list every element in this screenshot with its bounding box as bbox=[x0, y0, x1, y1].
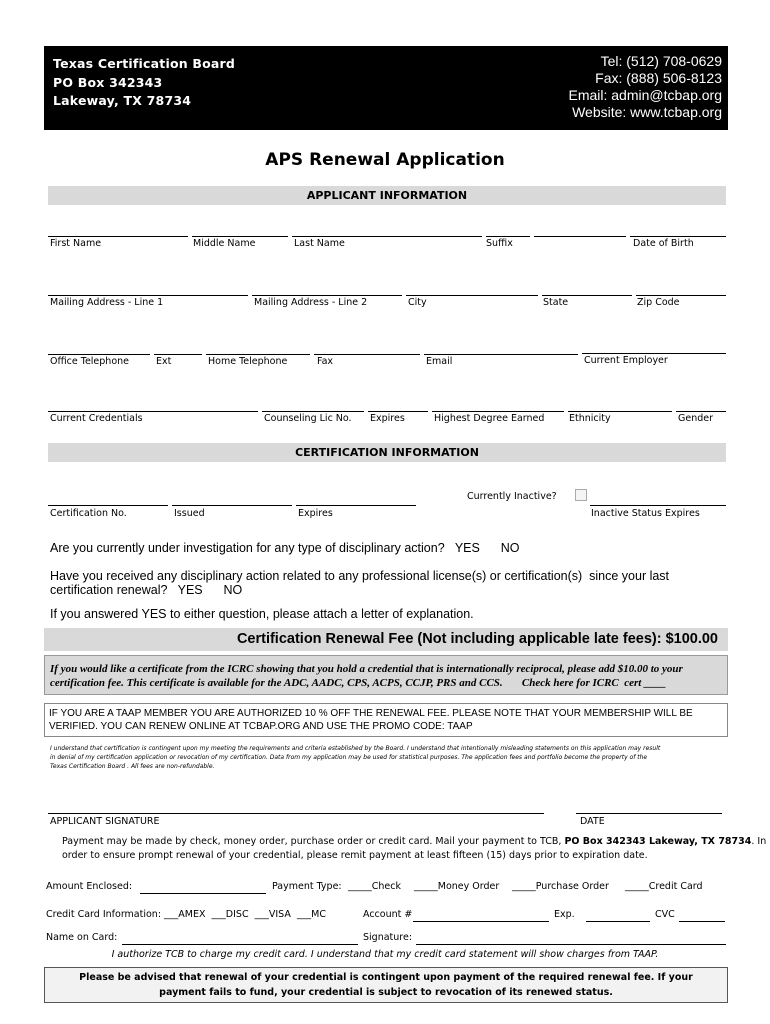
header-block bbox=[44, 46, 728, 130]
exp-field[interactable] bbox=[586, 921, 650, 922]
email: Email: admin@tcbap.org bbox=[568, 87, 722, 103]
fax-label: Fax bbox=[317, 356, 334, 367]
state-field[interactable] bbox=[542, 295, 632, 296]
payment-note-end: . In bbox=[751, 836, 767, 847]
amount-label: Amount Enclosed: bbox=[46, 881, 133, 892]
taap-line2: VERIFIED. YOU CAN RENEW ONLINE AT TCBAP.ORG AND USE THE PROMO CODE: TAAP bbox=[49, 721, 473, 732]
fine-print-line2: in denial of my certification application or revocation of my certification. Data from my application may be used for statistical purposes. The application fees and portfolio become the property of the bbox=[50, 754, 648, 761]
contact-info bbox=[568, 53, 722, 121]
ext-field[interactable] bbox=[154, 354, 202, 355]
email-field[interactable] bbox=[424, 354, 578, 355]
credit-card-option[interactable]: _____Credit Card bbox=[625, 881, 703, 892]
name-on-card-field[interactable] bbox=[122, 944, 358, 945]
degree-label: Highest Degree Earned bbox=[434, 413, 545, 424]
address2-field[interactable] bbox=[252, 295, 402, 296]
taap-box bbox=[44, 703, 728, 737]
account-field[interactable] bbox=[413, 921, 549, 922]
authorization-statement: I authorize TCB to charge my credit card. I understand that my credit card statement will show charges from TAAP. bbox=[111, 949, 659, 960]
cert-no-field[interactable] bbox=[48, 505, 168, 506]
check-option[interactable]: _____Check bbox=[348, 881, 401, 892]
cert-expires-label: Expires bbox=[298, 508, 333, 519]
zip-label: Zip Code bbox=[637, 297, 680, 308]
middle-name-field[interactable] bbox=[192, 236, 288, 237]
payment-note-line1 bbox=[62, 836, 766, 847]
home-phone-label: Home Telephone bbox=[208, 356, 288, 367]
ethnicity-label: Ethnicity bbox=[569, 413, 611, 424]
ethnicity-field[interactable] bbox=[568, 411, 672, 412]
org-city: Lakeway, TX 78734 bbox=[53, 93, 192, 108]
address1-label: Mailing Address - Line 1 bbox=[50, 297, 164, 308]
date-label: DATE bbox=[580, 816, 605, 827]
first-name-field[interactable] bbox=[48, 236, 188, 237]
explanation-note: If you answered YES to either question, please attach a letter of explanation. bbox=[50, 607, 474, 621]
applicant-section-header: APPLICANT INFORMATION bbox=[48, 186, 726, 205]
lic-expires-field[interactable] bbox=[368, 411, 428, 412]
applicant-signature-field[interactable] bbox=[48, 813, 544, 814]
gender-label: Gender bbox=[678, 413, 714, 424]
dob-label: Date of Birth bbox=[633, 238, 694, 249]
issued-field[interactable] bbox=[172, 505, 292, 506]
signature-label: APPLICANT SIGNATURE bbox=[50, 816, 160, 827]
employer-label: Current Employer bbox=[584, 355, 668, 366]
cert-no-label: Certification No. bbox=[50, 508, 127, 519]
suffix-extra-field[interactable] bbox=[534, 236, 626, 237]
address1-field[interactable] bbox=[48, 295, 248, 296]
card-signature-field[interactable] bbox=[416, 944, 726, 945]
phone: Tel: (512) 708-0629 bbox=[600, 53, 722, 69]
icrc-line2: certification fee. This certificate is available for the ADC, AADC, CPS, ACPS, CCJP, PRS and CCS. Check here for ICRC cert ____ bbox=[50, 677, 667, 689]
payment-note-line2: order to ensure prompt renewal of your credential, please remit payment at least fifteen (15) days prior to expiration date. bbox=[62, 850, 648, 861]
icrc-box bbox=[44, 655, 728, 695]
first-name-label: First Name bbox=[50, 238, 102, 249]
gender-field[interactable] bbox=[676, 411, 726, 412]
org-name: Texas Certification Board bbox=[53, 56, 236, 71]
email-label: Email bbox=[426, 356, 453, 367]
investigation-question: Are you currently under investigation for any type of disciplinary action? YES NO bbox=[50, 541, 520, 555]
lic-expires-label: Expires bbox=[370, 413, 405, 424]
org-po-box: PO Box 342343 bbox=[53, 74, 163, 90]
icrc-line1: If you would like a certificate from the ICRC showing that you hold a credential that is internationally reciprocal, please add $10.00 to your bbox=[50, 663, 683, 675]
exp-label: Exp. bbox=[554, 909, 575, 920]
organization-address bbox=[53, 55, 235, 111]
issued-label: Issued bbox=[174, 508, 205, 519]
inactive-expires-field[interactable] bbox=[590, 505, 726, 506]
inactive-expires-label: Inactive Status Expires bbox=[591, 508, 700, 519]
fine-print-line3: Texas Certification Board . All fees are non-refundable. bbox=[50, 763, 215, 770]
last-name-field[interactable] bbox=[292, 236, 482, 237]
payment-note-text: Payment may be made by check, money order, purchase order or credit card. Mail your payment to TCB, bbox=[62, 836, 565, 847]
money-order-option[interactable]: _____Money Order bbox=[414, 881, 500, 892]
payment-type-label: Payment Type: bbox=[272, 881, 342, 892]
suffix-label: Suffix bbox=[486, 238, 513, 249]
renewal-notice-box bbox=[44, 967, 728, 1003]
account-label: Account # bbox=[363, 909, 413, 920]
credentials-field[interactable] bbox=[48, 411, 258, 412]
name-on-card-label: Name on Card: bbox=[46, 932, 118, 943]
notice-line1: Please be advised that renewal of your credential is contingent upon payment of the required renewal fee. If your bbox=[79, 972, 693, 983]
lic-no-field[interactable] bbox=[262, 411, 364, 412]
certification-section-header: CERTIFICATION INFORMATION bbox=[48, 443, 726, 462]
office-phone-field[interactable] bbox=[48, 354, 150, 355]
address2-label: Mailing Address - Line 2 bbox=[254, 297, 368, 308]
cvc-label: CVC bbox=[655, 909, 675, 920]
fax-field[interactable] bbox=[314, 354, 420, 355]
home-phone-field[interactable] bbox=[206, 354, 310, 355]
inactive-checkbox[interactable] bbox=[575, 489, 587, 501]
office-phone-label: Office Telephone bbox=[50, 356, 129, 367]
employer-field[interactable] bbox=[582, 353, 726, 354]
zip-field[interactable] bbox=[636, 295, 726, 296]
fax: Fax: (888) 506-8123 bbox=[595, 70, 722, 86]
payment-address: PO Box 342343 Lakeway, TX 78734 bbox=[564, 836, 752, 847]
degree-field[interactable] bbox=[432, 411, 564, 412]
last-name-label: Last Name bbox=[294, 238, 345, 249]
website: Website: www.tcbap.org bbox=[572, 104, 722, 120]
ext-label: Ext bbox=[156, 356, 172, 367]
notice-line2: payment fails to fund, your credential is subject to revocation of its renewed status. bbox=[159, 987, 613, 998]
credentials-label: Current Credentials bbox=[50, 413, 143, 424]
fine-print-line1: I understand that certification is contingent upon my meeting the requirements and criteria established by the Board. I understand that intentionally misleading statements on this application may result bbox=[50, 745, 661, 752]
cert-expires-field[interactable] bbox=[296, 505, 416, 506]
page-title: APS Renewal Application bbox=[265, 150, 505, 170]
disciplinary-question-line2: certification renewal? YES NO bbox=[50, 583, 243, 597]
suffix-field[interactable] bbox=[486, 236, 530, 237]
fee-bar bbox=[44, 628, 728, 651]
dob-field[interactable] bbox=[630, 236, 726, 237]
purchase-order-option[interactable]: _____Purchase Order bbox=[512, 881, 609, 892]
disciplinary-question-line1: Have you received any disciplinary action related to any professional license(s) or certification(s) since your last bbox=[50, 569, 670, 583]
city-label: City bbox=[408, 297, 427, 308]
city-field[interactable] bbox=[406, 295, 538, 296]
taap-line1: IF YOU ARE A TAAP MEMBER YOU ARE AUTHORIZED 10 % OFF THE RENEWAL FEE. PLEASE NOTE THAT YOUR MEMBERSHIP WILL BE bbox=[49, 708, 693, 719]
lic-no-label: Counseling Lic No. bbox=[264, 413, 352, 424]
cvc-field[interactable] bbox=[679, 921, 725, 922]
card-type-options[interactable]: Credit Card Information: ___AMEX ___DISC ___VISA ___MC bbox=[46, 909, 326, 920]
date-field[interactable] bbox=[576, 813, 722, 814]
amount-field[interactable] bbox=[140, 893, 266, 894]
currently-inactive-label: Currently Inactive? bbox=[467, 491, 557, 502]
middle-name-label: Middle Name bbox=[193, 238, 256, 249]
state-label: State bbox=[543, 297, 569, 308]
fee-text: Certification Renewal Fee (Not including applicable late fees): $100.00 bbox=[236, 631, 718, 647]
card-signature-label: Signature: bbox=[363, 932, 413, 943]
